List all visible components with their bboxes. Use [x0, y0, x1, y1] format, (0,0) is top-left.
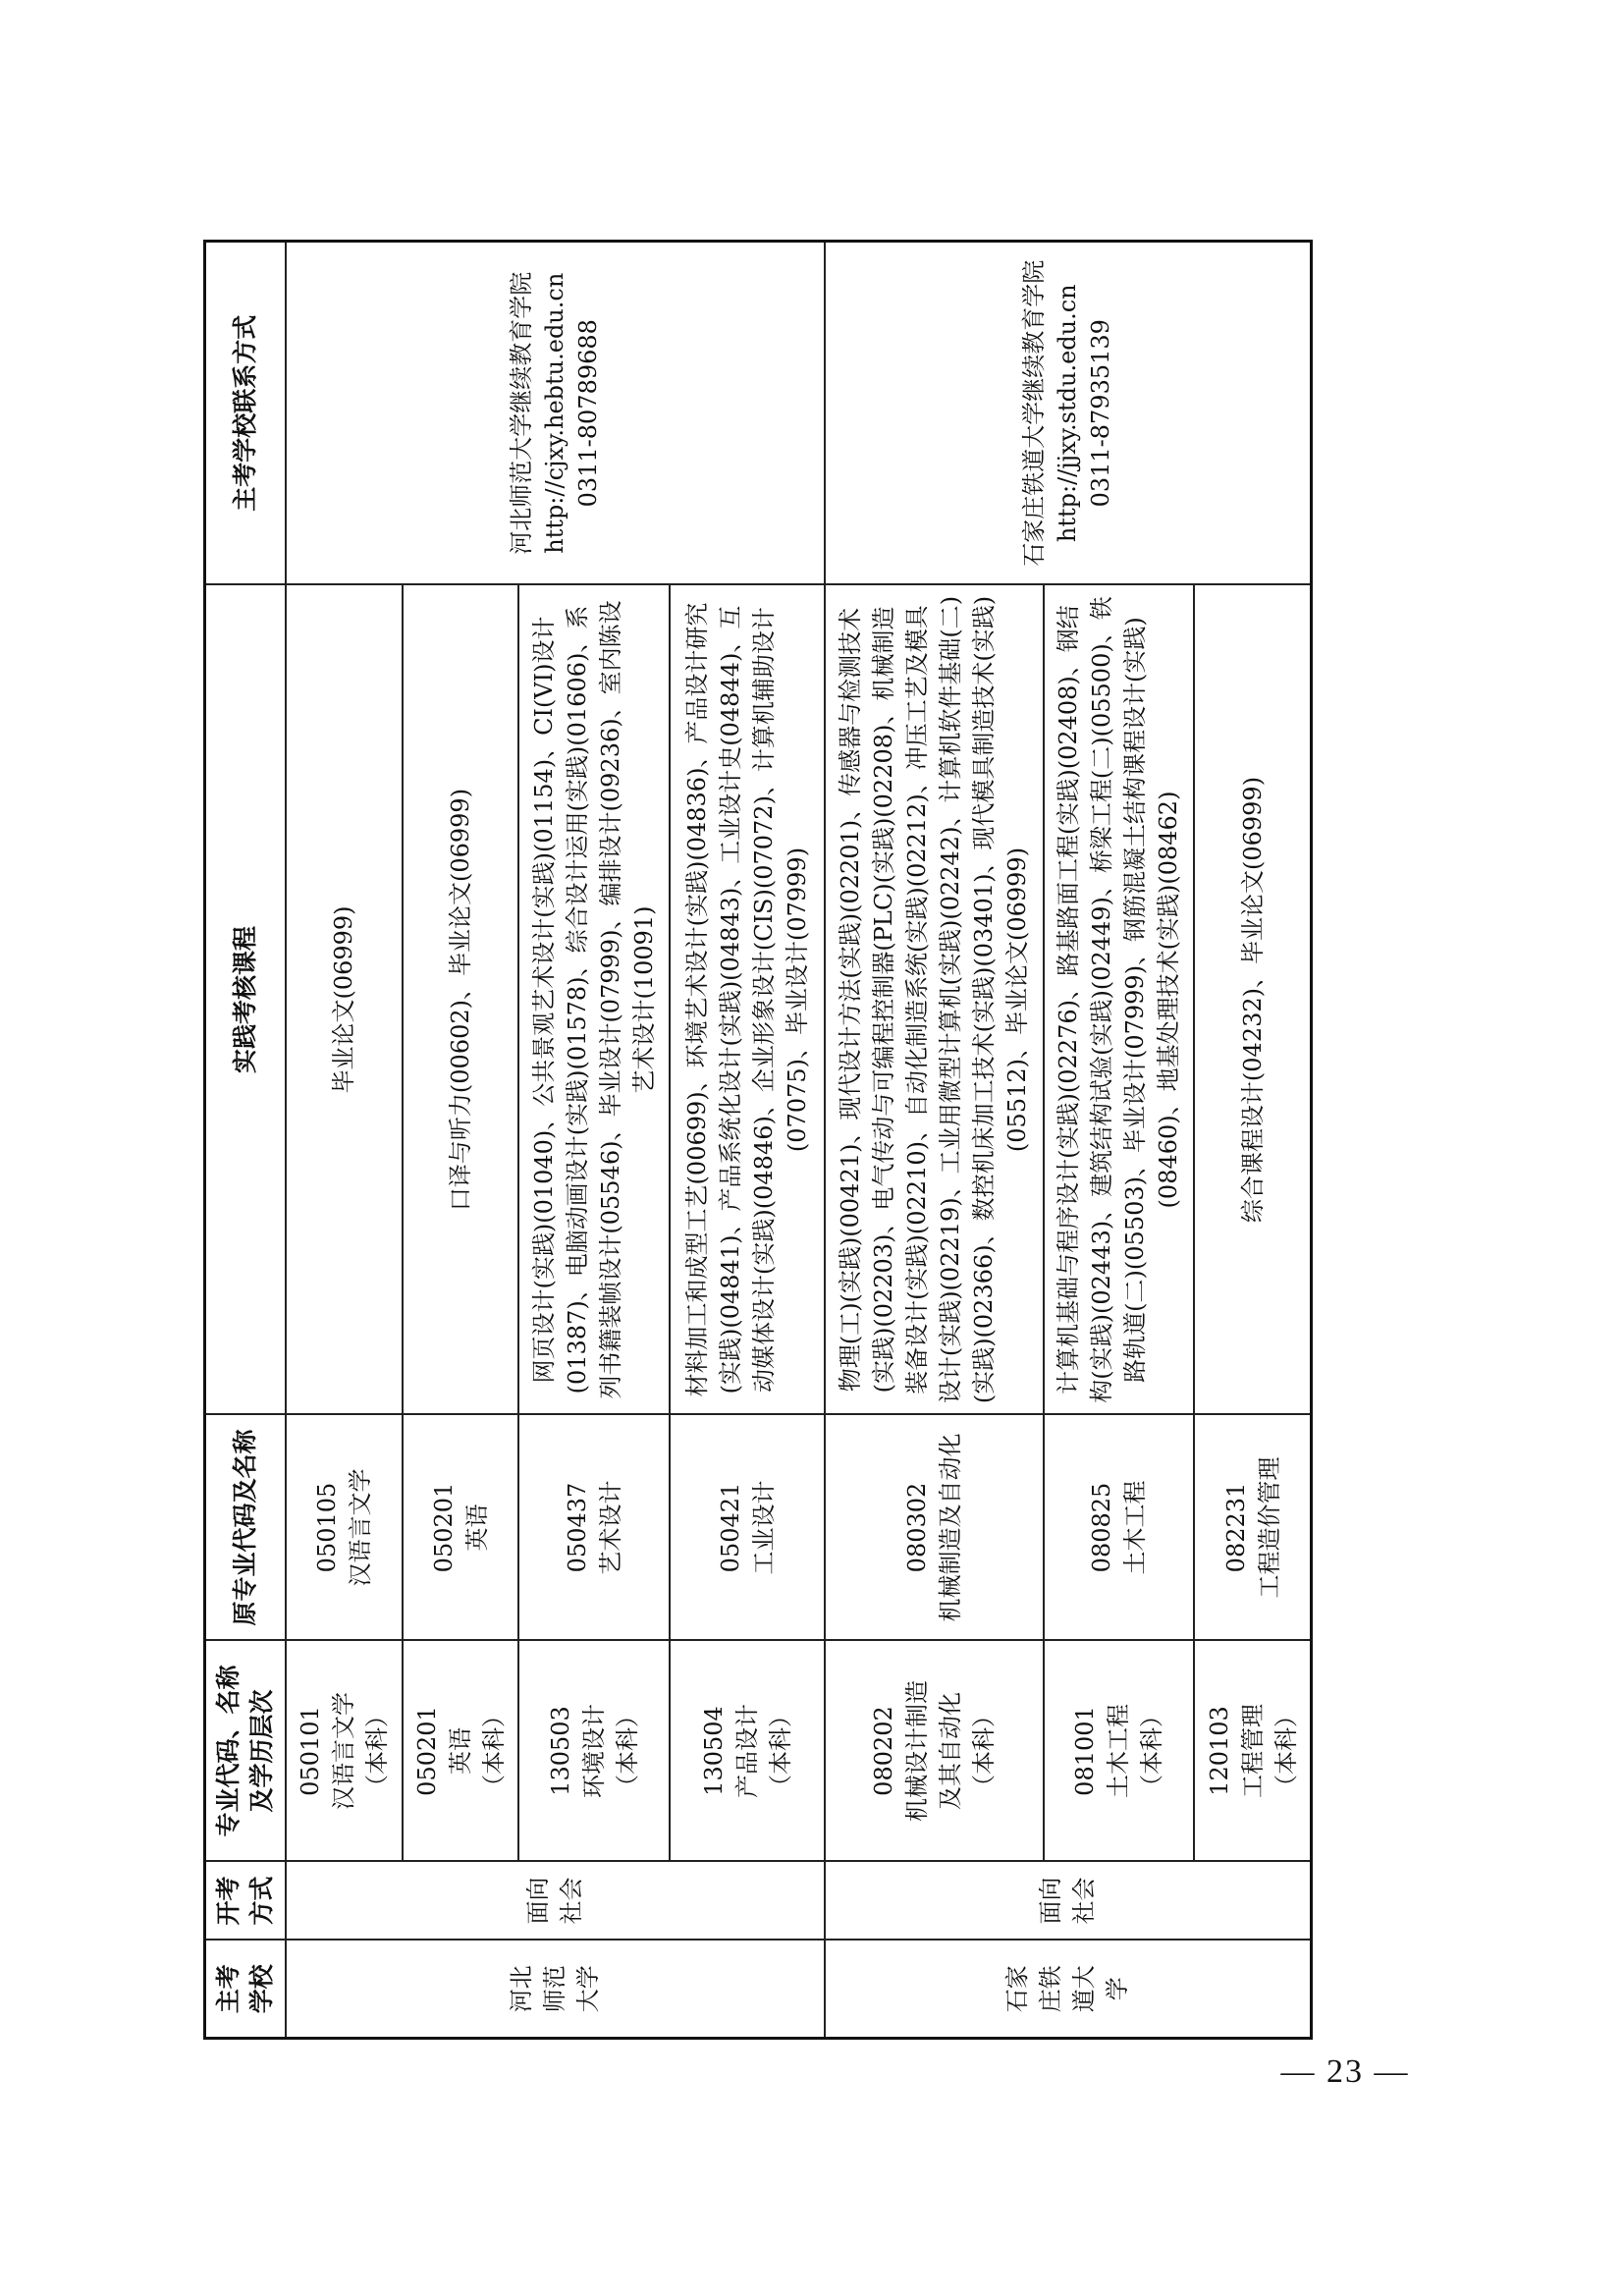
cell-courses: 口译与听力(00602)、毕业论文(06999) — [403, 585, 519, 1415]
school-name-line: 河北 — [508, 1965, 536, 2013]
cell-courses: 毕业论文(06999) — [286, 585, 403, 1415]
cell-exam-mode — [286, 1862, 825, 1941]
cell-major — [518, 1641, 670, 1862]
contact-name: 河北师范大学继续教育学院 — [508, 271, 536, 555]
cell-exam-mode — [825, 1862, 1312, 1941]
major-line: 130503 — [547, 1706, 575, 1796]
orig-major-line: 英语 — [463, 1503, 492, 1552]
cell-major — [1044, 1641, 1195, 1862]
school-name-line: 道大 — [1070, 1965, 1099, 2013]
major-line: 机械设计制造 — [903, 1680, 932, 1822]
major-line: 英语 — [447, 1727, 475, 1775]
cell-orig-major — [1194, 1415, 1311, 1641]
major-line: 120103 — [1205, 1706, 1233, 1796]
exam-mode-line: 面向 — [524, 1877, 553, 1925]
header-mode: 开考 方式 — [205, 1862, 287, 1941]
orig-major-line: 艺术设计 — [597, 1480, 625, 1575]
major-line: （本科） — [480, 1704, 509, 1798]
school-name-line: 大学 — [574, 1965, 603, 2013]
orig-major-line: 080825 — [1088, 1482, 1116, 1573]
contact-url[interactable]: http://jjxy.stdu.edu.cn — [1054, 284, 1082, 543]
major-line: 汉语言文学 — [330, 1692, 358, 1810]
major-line: （本科） — [614, 1704, 642, 1798]
contact-phone: 0311-87935139 — [1087, 319, 1115, 508]
cell-courses: 物理(工)(实践)(00421)、现代设计方法(实践)(02201)、传感器与检测技术(实践)(02203)、电气传动与可编程控制器(PLC)(实践)(02208)、机械制造装备设计(实践)(02210)、自动化制造系统(实践)(02212)、冲压工艺及模具设计(实践)(02219)、工业用微型计算机(实践)(02242)、计算机软件基础(二)(实践)(02366)、数控机床加工技术(实践)(03401)、现代模具制造技术(实践)(05512)、毕业论文(06999) — [825, 585, 1044, 1415]
orig-major-line: 050105 — [313, 1482, 342, 1573]
header-orig-major: 原专业代码及名称 — [205, 1415, 287, 1641]
major-line: 工程管理 — [1238, 1704, 1267, 1798]
school-name-line: 石家 — [1003, 1965, 1032, 2013]
school-name-line: 庄铁 — [1037, 1965, 1065, 2013]
major-line: （本科） — [1271, 1704, 1300, 1798]
orig-major-line: 082231 — [1221, 1482, 1250, 1573]
table-row — [286, 242, 403, 2039]
cell-major — [825, 1641, 1044, 1862]
rotated-table-wrapper — [203, 243, 1313, 2040]
exam-mode-line: 社会 — [558, 1877, 586, 1925]
major-line: （本科） — [363, 1704, 392, 1798]
table-body — [286, 242, 1312, 2039]
cell-major — [403, 1641, 519, 1862]
orig-major-line: 050437 — [564, 1482, 592, 1573]
exam-mode-line: 社会 — [1070, 1877, 1099, 1925]
major-line: 产品设计 — [732, 1704, 761, 1798]
major-line: 130504 — [699, 1706, 728, 1796]
cell-contact — [825, 242, 1312, 585]
exam-mode-line: 面向 — [1037, 1877, 1065, 1925]
cell-orig-major — [403, 1415, 519, 1641]
orig-major-line: 土木工程 — [1121, 1480, 1150, 1575]
major-line: 081001 — [1071, 1706, 1100, 1796]
orig-major-line: 050201 — [430, 1482, 459, 1573]
major-line: 050101 — [297, 1706, 325, 1796]
orig-major-line: 汉语言文学 — [347, 1468, 375, 1587]
major-line: 050201 — [413, 1706, 442, 1796]
cell-contact — [286, 242, 825, 585]
cell-school — [825, 1941, 1312, 2039]
major-line: （本科） — [970, 1704, 999, 1798]
cell-courses: 材料加工和成型工艺(00699)、环境艺术设计(实践)(04836)、产品设计研究(实践)(04841)、产品系统化设计(实践)(04843)、工业设计史(04844)、互动媒体设计(实践)(04846)、企业形象设计(CIS)(07072)、计算机辅助设计(07075)、毕业设计(07999) — [670, 585, 825, 1415]
cell-orig-major — [518, 1415, 670, 1641]
major-line: （本科） — [1138, 1704, 1166, 1798]
major-line: 土木工程 — [1105, 1704, 1133, 1798]
exam-course-table — [203, 240, 1313, 2040]
major-line: 080202 — [870, 1706, 898, 1796]
cell-major — [1194, 1641, 1311, 1862]
cell-orig-major — [286, 1415, 403, 1641]
contact-name: 石家庄铁道大学继续教育学院 — [1020, 259, 1049, 567]
orig-major-line: 工程造价管理 — [1255, 1456, 1283, 1599]
orig-major-line: 050421 — [716, 1482, 744, 1573]
major-line: （本科） — [766, 1704, 794, 1798]
cell-school — [286, 1941, 825, 2039]
header-major: 专业代码、名称 及学历层次 — [205, 1641, 287, 1862]
cell-orig-major — [670, 1415, 825, 1641]
header-contact: 主考学校联系方式 — [205, 242, 287, 585]
school-name-line: 师范 — [541, 1965, 569, 2013]
cell-major — [286, 1641, 403, 1862]
cell-courses: 计算机基础与程序设计(实践)(02276)、路基路面工程(实践)(02408)、钢结构(实践)(02443)、建筑结构试验(实践)(02449)、桥梁工程(二)(05500)、铁路轨道(二)(05503)、毕业设计(07999)、钢筋混凝土结构课程设计(实践)(08460)、地基处理技术(实践)(08462) — [1044, 585, 1195, 1415]
header-courses: 实践考核课程 — [205, 585, 287, 1415]
orig-major-line: 080302 — [903, 1482, 932, 1573]
orig-major-line: 机械制造及自动化 — [937, 1433, 965, 1622]
cell-courses: 网页设计(实践)(01040)、公共景观艺术设计(实践)(01154)、CI(VI)设计(01387)、电脑动画设计(实践)(01578)、综合设计运用(实践)(01606)、系列书籍装帧设计(05546)、毕业设计(07999)、编排设计(09236)、室内陈设艺术设计(10091) — [518, 585, 670, 1415]
header-school: 主考 学校 — [205, 1941, 287, 2039]
contact-url[interactable]: http://cjxy.hebtu.edu.cn — [541, 272, 569, 554]
cell-major — [670, 1641, 825, 1862]
page-number: — 23 — — [1280, 2053, 1410, 2090]
cell-courses: 综合课程设计(04232)、毕业论文(06999) — [1194, 585, 1311, 1415]
cell-orig-major — [825, 1415, 1044, 1641]
cell-orig-major — [1044, 1415, 1195, 1641]
table-row — [825, 242, 1044, 2039]
major-line: 环境设计 — [580, 1704, 609, 1798]
header-row — [205, 242, 287, 2039]
orig-major-line: 工业设计 — [749, 1480, 778, 1575]
contact-phone: 0311-80789688 — [574, 319, 603, 508]
major-line: 及其自动化 — [937, 1692, 965, 1810]
school-name-line: 学 — [1104, 1977, 1132, 2001]
